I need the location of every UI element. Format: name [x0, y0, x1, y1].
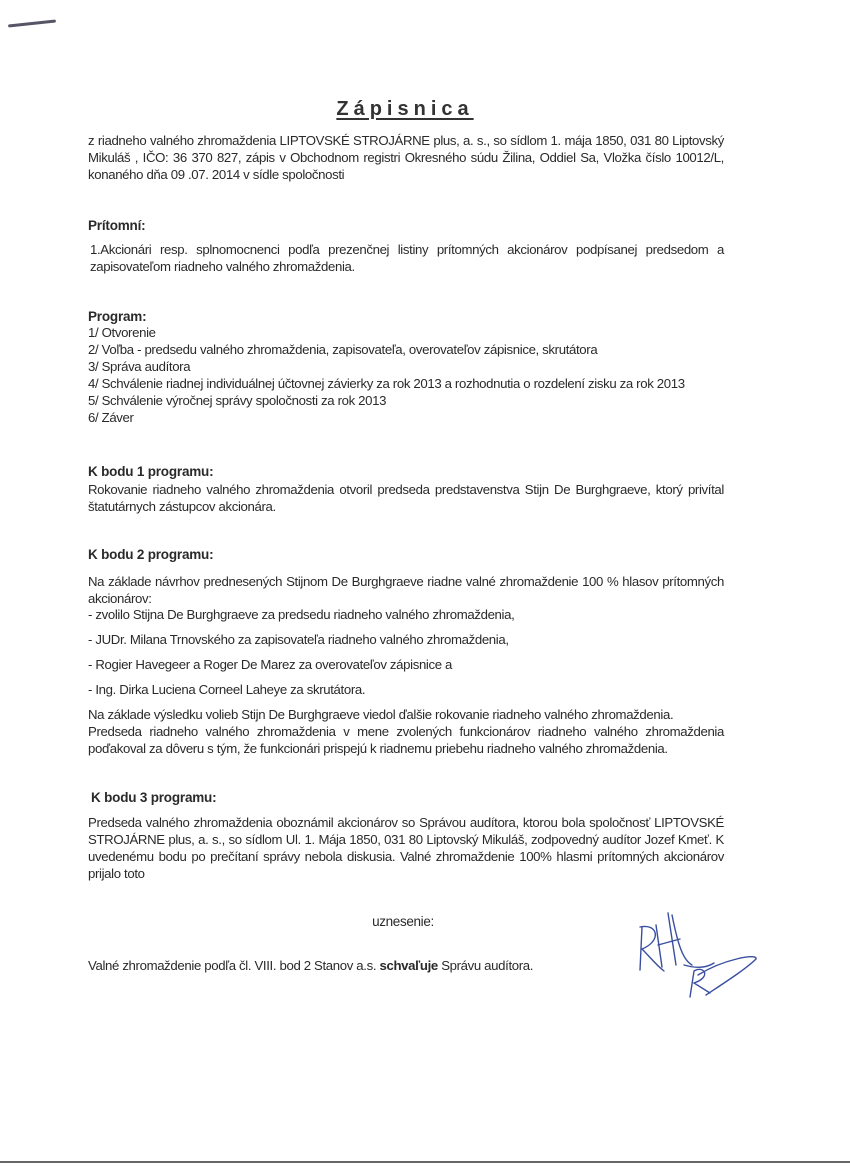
intro-paragraph: z riadneho valného zhromaždenia LIPTOVSKÉ STROJÁRNE plus, a. s., so sídlom 1. mája 1850, 031 80 Liptovský Mikuláš , IČO: 36 370 827, zápis v Obchodnom registri Okresného súdu Žilina, Oddiel Sa, Vložka číslo 10012/L, konaného dňa 09 .07. 2014 v sídle spoločnosti: [88, 133, 724, 182]
bullet-item: - JUDr. Milana Trnovského za zapisovateľa riadneho valného zhromaždenia,: [88, 632, 509, 647]
document-title: Zápisnica: [336, 98, 474, 120]
program-item: 3/ Správa audítora: [88, 359, 191, 374]
program-item: 4/ Schválenie riadnej individuálnej účtovnej závierky za rok 2013 a rozhodnutia o rozdelení zisku za rok 2013: [88, 376, 685, 391]
resolution-verb: schvaľuje: [379, 958, 438, 973]
handwritten-signatures: [628, 905, 768, 1000]
point2-bullets: [88, 606, 724, 706]
bullet-item: - zvolilo Stijna De Burghgraeve za predsedu riadneho valného zhromaždenia,: [88, 607, 515, 622]
present-heading: Prítomní:: [88, 218, 146, 233]
resolution-suffix: Správu audítora.: [437, 958, 534, 973]
point1-heading: K bodu 1 programu:: [88, 464, 214, 479]
scan-edge-line: [0, 1161, 850, 1163]
signature-rd: [690, 957, 756, 997]
program-list: [88, 324, 748, 426]
program-item: 2/ Voľba - predsedu valného zhromaždenia, zapisovateľa, overovateľov zápisnice, skrutátora: [88, 342, 598, 357]
program-item: 6/ Záver: [88, 410, 134, 425]
point2-heading: K bodu 2 programu:: [88, 547, 214, 562]
point3-text: Predseda valného zhromaždenia oboznámil akcionárov so Správou audítora, ktorou bola spoločnosť LIPTOVSKÉ STROJÁRNE plus, a. s., so sídlom Ul. 1. Mája 1850, 031 80 Liptovský Mikuláš, zodpovedný audítor Jozef Kmeť. K uvedenému bodu po prečítaní správy nebola diskusia. Valné zhromaždenie 100% hlasmi prítomných akcionárov prijalo toto: [88, 815, 724, 881]
point2-closing1: Na základe výsledku volieb Stijn De Burghgraeve viedol ďalšie rokovanie riadneho valného zhromaždenia.: [88, 707, 674, 722]
bullet-item: - Ing. Dirka Luciena Corneel Laheye za skrutátora.: [88, 682, 366, 697]
scan-mark: [8, 19, 56, 27]
program-heading: Program:: [88, 309, 147, 324]
signature-rh: [640, 926, 664, 971]
program-item: 5/ Schválenie výročnej správy spoločnosti za rok 2013: [88, 393, 387, 408]
bullet-item: - Rogier Havegeer a Roger De Marez za overovateľov zápisnice a: [88, 657, 453, 672]
point3-heading: K bodu 3 programu:: [91, 790, 217, 805]
resolution-text: [88, 957, 608, 974]
point1-text: Rokovanie riadneho valného zhromaždenia otvoril predseda predstavenstva Stijn De Burghgraeve, ktorý privítal štatutárnych zástupcov akcionára.: [88, 482, 724, 514]
resolution-heading: uznesenie:: [372, 914, 434, 929]
point2-text: Na základe návrhov prednesených Stijnom De Burghgraeve riadne valné zhromaždenie 100 % hlasov prítomných akcionárov:: [88, 574, 724, 606]
point2-closing2: Predseda riadneho valného zhromaždenia v mene zvolených funkcionárov riadneho valného zhromaždenia poďakoval za dôveru s tým, že funkcionári prispejú k riadnemu priebehu riadneho valného zhromaždenia.: [88, 724, 724, 756]
present-text: 1.Akcionári resp. splnomocnenci podľa prezenčnej listiny prítomných akcionárov podpísanej predsedom a zapisovateľom riadneho valného zhromaždenia.: [90, 242, 724, 274]
program-item: 1/ Otvorenie: [88, 325, 156, 340]
resolution-prefix: Valné zhromaždenie podľa čl. VIII. bod 2 Stanov a.s.: [88, 958, 380, 973]
